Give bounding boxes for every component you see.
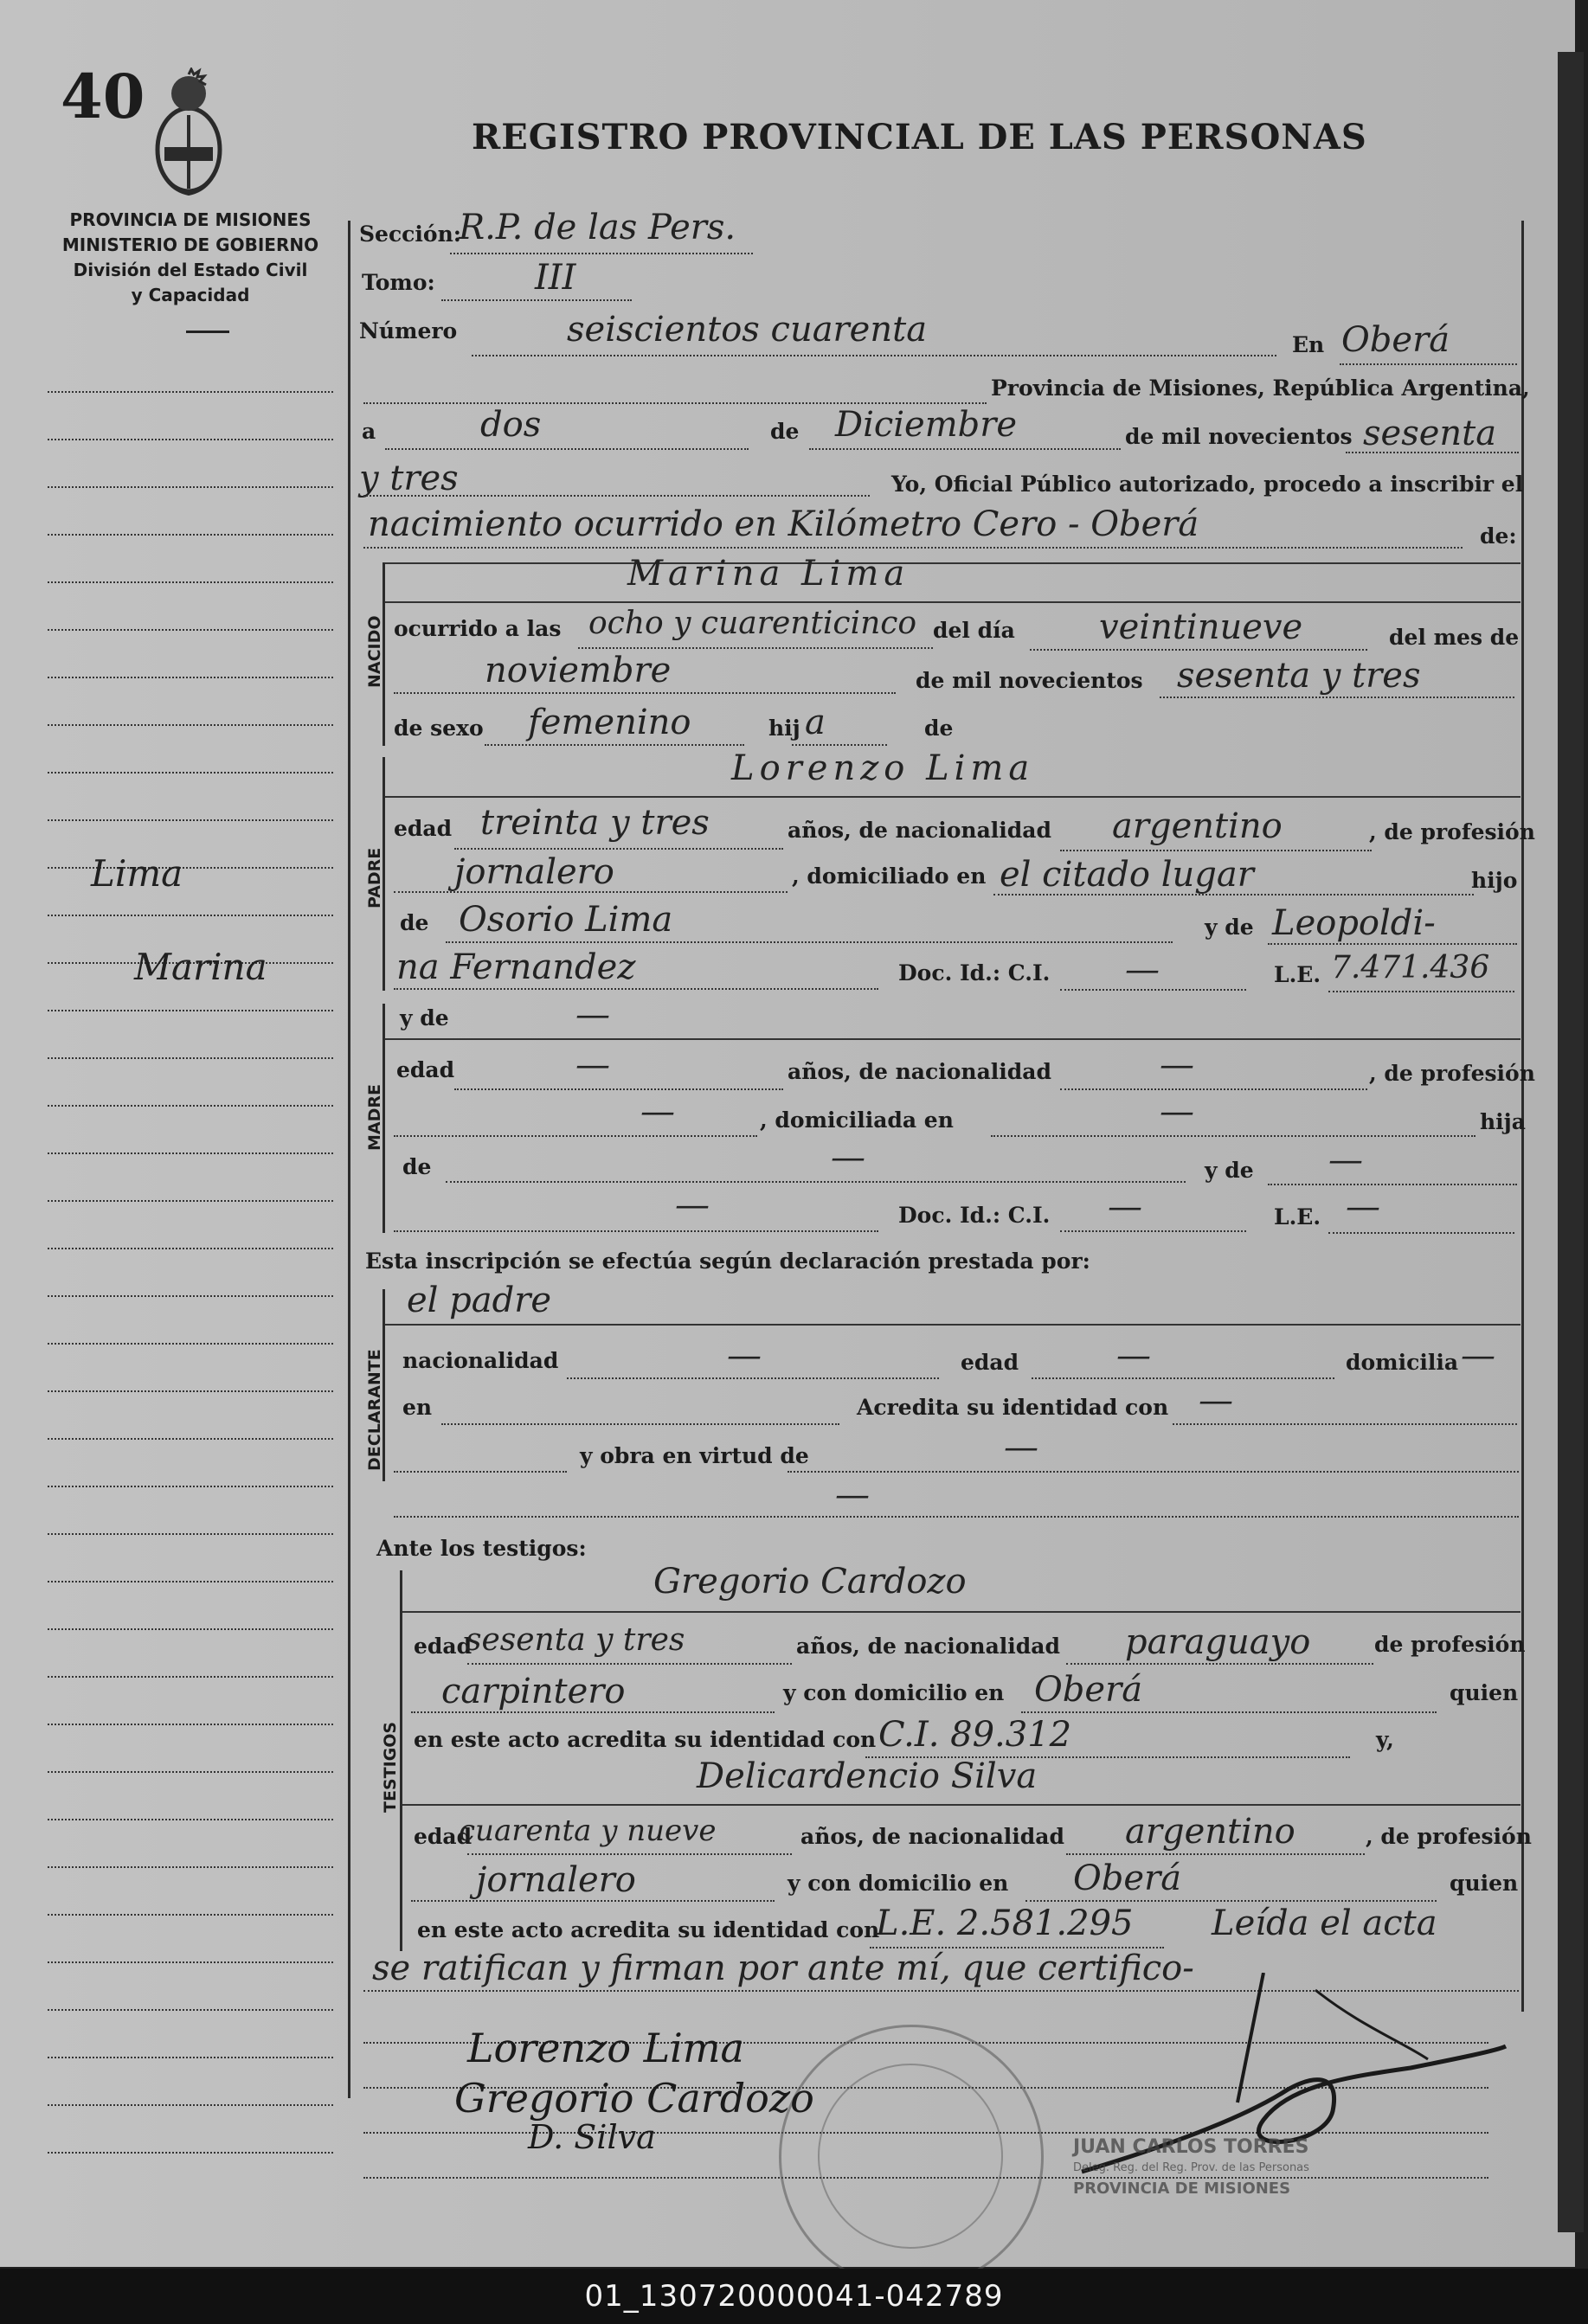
numero-line bbox=[472, 355, 1276, 356]
margin-ruled-line bbox=[48, 439, 333, 440]
madre-doc-label: Doc. Id.: C.I. bbox=[898, 1203, 1051, 1228]
testigos-bracket bbox=[400, 1570, 402, 1951]
seccion-value: R.P. de las Pers. bbox=[459, 208, 736, 247]
margin-ruled-line bbox=[48, 2009, 333, 2011]
nacido-de-label: de bbox=[924, 716, 954, 741]
padre-de-label: de bbox=[400, 910, 429, 935]
tomo-value: III bbox=[535, 258, 576, 298]
en-value: Oberá bbox=[1341, 320, 1450, 360]
margin-ruled-line bbox=[48, 581, 333, 583]
madre-edad-label: edad bbox=[396, 1057, 455, 1082]
t1-dom-value: Oberá bbox=[1034, 1670, 1143, 1710]
madre-madre-line bbox=[1268, 1184, 1517, 1185]
hij-value: a bbox=[805, 703, 826, 742]
t1-prof-line bbox=[411, 1711, 775, 1713]
provincia-text: Provincia de Misiones, República Argentina, bbox=[991, 376, 1530, 401]
dept-line-capacity: y Capacidad bbox=[131, 285, 250, 305]
margin-ruled-line bbox=[48, 1438, 333, 1440]
nacido-anio-line bbox=[1160, 697, 1514, 698]
madre-prof-line bbox=[394, 1135, 757, 1137]
declarante-en-line bbox=[441, 1423, 839, 1425]
closing-1: Leída el acta bbox=[1212, 1903, 1437, 1943]
padre-edad-value: treinta y tres bbox=[480, 803, 710, 843]
madre-nac-label: años, de nacionalidad bbox=[788, 1059, 1051, 1084]
margin-ruled-line bbox=[48, 1295, 333, 1297]
t2-dom-value: Oberá bbox=[1073, 1859, 1182, 1898]
del-dia-label: del día bbox=[933, 618, 1015, 643]
numero-label: Número bbox=[359, 318, 458, 343]
padre-le-line bbox=[1328, 991, 1514, 992]
declarante-obra-line bbox=[788, 1471, 1519, 1473]
madre-de-label: de bbox=[402, 1154, 432, 1179]
t1-acredita-label: en este acto acredita su identidad con bbox=[414, 1727, 877, 1752]
margin-ruled-line bbox=[48, 2152, 333, 2154]
margin-ruled-line bbox=[48, 1248, 333, 1249]
padre-nac-label: años, de nacionalidad bbox=[788, 818, 1051, 843]
madre-blank-value: — bbox=[675, 1185, 710, 1225]
margin-surname: Lima bbox=[91, 852, 183, 895]
blank-line-1 bbox=[363, 402, 987, 404]
a-label: a bbox=[362, 419, 376, 444]
de-label: de bbox=[770, 419, 800, 444]
t2-dom-line bbox=[1025, 1900, 1437, 1902]
t1-nac-label: años, de nacionalidad bbox=[796, 1634, 1060, 1659]
padre-side-label: PADRE bbox=[365, 847, 384, 908]
dept-line-province: PROVINCIA DE MISIONES bbox=[69, 209, 312, 230]
margin-ruled-line bbox=[48, 1105, 333, 1107]
nacido-mes-line bbox=[394, 692, 896, 694]
margin-ruled-line bbox=[48, 677, 333, 678]
page-edge bbox=[1558, 52, 1584, 2232]
declarante-value: el padre bbox=[407, 1281, 552, 1320]
hij-label: hij bbox=[768, 716, 800, 741]
padre-name: Lorenzo Lima bbox=[731, 748, 1035, 788]
padre-prof-label: , de profesión bbox=[1369, 819, 1535, 844]
hecho-value: nacimiento ocurrido en Kilómetro Cero - Oberá bbox=[368, 504, 1199, 544]
madre-padre-line bbox=[446, 1181, 1186, 1183]
declarante-edad-line bbox=[1032, 1377, 1334, 1379]
hora-line bbox=[578, 647, 933, 649]
officer-province: PROVINCIA DE MISIONES bbox=[1073, 2180, 1291, 2198]
t2-edad-line bbox=[467, 1853, 792, 1855]
margin-ruled-line bbox=[48, 391, 333, 393]
department-block bbox=[52, 208, 329, 308]
madre-y-de2-label: y de bbox=[1205, 1158, 1254, 1183]
nacido-name: Marina Lima bbox=[627, 554, 910, 594]
declarante-side-label: DECLARANTE bbox=[365, 1349, 384, 1471]
t1-name: Gregorio Cardozo bbox=[653, 1562, 967, 1602]
padre-madre-line bbox=[1268, 943, 1517, 945]
declarante-obra-blank-2: — bbox=[835, 1475, 870, 1515]
margin-ruled-line bbox=[48, 486, 333, 488]
tomo-line bbox=[441, 299, 632, 301]
sexo-value: femenino bbox=[528, 703, 691, 742]
t1-edad-line bbox=[467, 1663, 792, 1665]
madre-prof-label: , de profesión bbox=[1369, 1061, 1535, 1086]
dept-rule bbox=[186, 331, 229, 333]
t2-name-line bbox=[402, 1804, 1520, 1806]
madre-name-line bbox=[385, 1038, 1520, 1040]
hij-line bbox=[792, 744, 887, 746]
declarante-obra-label: y obra en virtud de bbox=[580, 1443, 809, 1468]
t1-nac-line bbox=[1066, 1663, 1373, 1665]
en-line bbox=[1340, 363, 1517, 365]
madre-le-label: L.E. bbox=[1274, 1204, 1321, 1229]
padre-y-de-label: y de bbox=[1205, 915, 1254, 940]
t1-dom-line bbox=[1021, 1711, 1437, 1713]
tomo-label: Tomo: bbox=[362, 270, 435, 295]
t2-id-value: L.E. 2.581.295 bbox=[876, 1903, 1134, 1943]
padre-le-label: L.E. bbox=[1274, 962, 1321, 987]
declarante-line bbox=[385, 1324, 1520, 1326]
margin-ruled-line bbox=[48, 819, 333, 821]
padre-madre-line-2 bbox=[394, 988, 878, 990]
margin-ruled-line bbox=[48, 1724, 333, 1725]
madre-nac-line bbox=[1060, 1088, 1367, 1090]
t1-prof-label: de profesión bbox=[1374, 1632, 1526, 1657]
signature-1: Lorenzo Lima bbox=[467, 2025, 744, 2071]
del-mes-label: del mes de bbox=[1389, 625, 1520, 650]
closing-2: se ratifican y firman por ante mí, que certifico- bbox=[372, 1948, 1194, 1988]
t2-acredita-label: en este acto acredita su identidad con bbox=[417, 1917, 880, 1942]
t2-edad-label: edad bbox=[414, 1824, 473, 1849]
t1-edad-label: edad bbox=[414, 1634, 473, 1659]
margin-ruled-line bbox=[48, 1343, 333, 1345]
anio-value-1: sesenta bbox=[1363, 414, 1497, 453]
t2-prof-line bbox=[411, 1900, 775, 1902]
hora-value: ocho y cuarenticinco bbox=[588, 606, 917, 641]
frame-left-line bbox=[348, 221, 350, 2098]
margin-given-name: Marina bbox=[134, 946, 267, 988]
nacido-dia-value: veintinueve bbox=[1099, 607, 1303, 647]
margin-ruled-line bbox=[48, 1010, 333, 1011]
margin-ruled-line bbox=[48, 1152, 333, 1154]
numero-value: seiscientos cuarenta bbox=[567, 310, 928, 350]
seccion-label: Sección: bbox=[359, 221, 461, 247]
officer-title: Deleg. Reg. del Reg. Prov. de las Personas bbox=[1073, 2161, 1309, 2174]
madre-le-blank: — bbox=[1346, 1187, 1380, 1227]
margin-ruled-line bbox=[48, 772, 333, 774]
nacido-name-line bbox=[385, 601, 1520, 603]
declarante-nac-label: nacionalidad bbox=[402, 1348, 559, 1373]
image-code: 01_130720000041-042789 bbox=[584, 2279, 1004, 2314]
margin-ruled-line bbox=[48, 1057, 333, 1059]
declarante-en-label: en bbox=[402, 1395, 433, 1420]
margin-ruled-line bbox=[48, 1628, 333, 1630]
declarante-dom-blank: — bbox=[1461, 1336, 1495, 1376]
padre-madre-value-2: na Fernandez bbox=[396, 947, 636, 987]
declarante-obra-blank: — bbox=[1004, 1428, 1038, 1467]
madre-name-blank: — bbox=[575, 995, 610, 1035]
t1-id-value: C.I. 89.312 bbox=[878, 1715, 1072, 1755]
padre-le-value: 7.471.436 bbox=[1331, 950, 1490, 985]
declarante-edad-label: edad bbox=[961, 1350, 1019, 1375]
madre-edad-blank: — bbox=[575, 1045, 610, 1085]
mes-line bbox=[809, 448, 1121, 450]
sexo-line bbox=[485, 744, 744, 746]
declarante-edad-blank: — bbox=[1116, 1336, 1151, 1376]
declarante-acredita-label: Acredita su identidad con bbox=[857, 1395, 1169, 1420]
padre-doc-label: Doc. Id.: C.I. bbox=[898, 960, 1051, 985]
margin-ruled-line bbox=[48, 1533, 333, 1535]
declarante-acredita-line bbox=[1173, 1423, 1517, 1425]
page-title: REGISTRO PROVINCIAL DE LAS PERSONAS bbox=[472, 117, 1367, 157]
t2-edad-value: cuarenta y nueve bbox=[459, 1814, 717, 1848]
t2-quien-label: quien bbox=[1450, 1871, 1519, 1896]
padre-madre-value-1: Leopoldi- bbox=[1272, 903, 1436, 943]
seccion-line bbox=[450, 253, 753, 254]
officer-stamp-text bbox=[1073, 2137, 1309, 2199]
madre-edad-line bbox=[454, 1088, 783, 1090]
hecho-line bbox=[363, 547, 1463, 549]
margin-ruled-line bbox=[48, 915, 333, 916]
margin-ruled-line bbox=[48, 2057, 333, 2058]
padre-hijo-label: hijo bbox=[1471, 868, 1518, 893]
padre-padre-line bbox=[446, 941, 1173, 943]
margin-ruled-line bbox=[48, 1771, 333, 1773]
t1-quien-label: quien bbox=[1450, 1680, 1519, 1705]
madre-dom-blank: — bbox=[1160, 1092, 1194, 1132]
t2-name: Delicardencio Silva bbox=[697, 1756, 1038, 1796]
en-label: En bbox=[1292, 332, 1325, 357]
madre-hija-label: hija bbox=[1480, 1109, 1526, 1134]
signature-2: Gregorio Cardozo bbox=[454, 2075, 814, 2122]
padre-padre-value: Osorio Lima bbox=[459, 900, 673, 940]
t2-nac-line bbox=[1066, 1853, 1365, 1855]
margin-ruled-line bbox=[48, 534, 333, 536]
padre-dom-label: , domiciliado en bbox=[792, 863, 987, 889]
padre-nac-value: argentino bbox=[1112, 806, 1283, 846]
ocurrido-label: ocurrido a las bbox=[394, 616, 562, 641]
madre-dom-line bbox=[991, 1135, 1475, 1137]
testigos-intro: Ante los testigos: bbox=[376, 1536, 587, 1561]
dia-value: dos bbox=[480, 405, 542, 445]
margin-ruled-line bbox=[48, 2104, 333, 2106]
madre-madre-blank: — bbox=[1328, 1140, 1363, 1180]
t1-name-line bbox=[402, 1611, 1520, 1613]
mes-value: Diciembre bbox=[835, 405, 1018, 445]
nacido-mes-value: noviembre bbox=[485, 651, 672, 690]
declarante-nac-line bbox=[567, 1377, 939, 1379]
padre-prof-line bbox=[394, 891, 788, 893]
anio-line-2 bbox=[363, 495, 870, 497]
margin-ruled-line bbox=[48, 1819, 333, 1820]
nacido-top-rule bbox=[385, 562, 1520, 564]
dept-line-ministry: MINISTERIO DE GOBIERNO bbox=[61, 234, 319, 255]
margin-ruled-line bbox=[48, 1914, 333, 1916]
dia-line-n bbox=[1030, 649, 1367, 651]
declarante-acredita-blank: — bbox=[1199, 1381, 1233, 1421]
padre-edad-label: edad bbox=[394, 816, 453, 841]
padre-prof-value: jornalero bbox=[454, 852, 614, 892]
nacido-anio-value: sesenta y tres bbox=[1177, 656, 1421, 696]
madre-doc-blank: — bbox=[1108, 1187, 1142, 1227]
margin-ruled-line bbox=[48, 1581, 333, 1583]
madre-blank-line bbox=[394, 1230, 878, 1232]
madre-nac-blank: — bbox=[1160, 1045, 1194, 1085]
official-stamp-inner bbox=[818, 2064, 1003, 2249]
page-number: 40 bbox=[61, 61, 145, 132]
oficial-text: Yo, Oficial Público autorizado, procedo a inscribir el bbox=[891, 472, 1524, 497]
madre-le-line bbox=[1328, 1232, 1514, 1234]
margin-ruled-line bbox=[48, 1200, 333, 1202]
t1-dom-label: y con domicilio en bbox=[783, 1680, 1005, 1705]
padre-dom-value: el citado lugar bbox=[1000, 855, 1254, 895]
nacido-side-label: NACIDO bbox=[365, 615, 384, 688]
declarante-blank-line bbox=[394, 1471, 567, 1473]
margin-ruled-line bbox=[48, 1676, 333, 1678]
padre-nac-line bbox=[1060, 850, 1372, 851]
coat-of-arms-icon bbox=[145, 67, 232, 197]
sexo-label: de sexo bbox=[394, 716, 484, 741]
madre-prof-blank: — bbox=[640, 1092, 675, 1132]
image-code-bar bbox=[0, 2269, 1588, 2324]
dia-line bbox=[385, 448, 749, 450]
t1-y-label: y, bbox=[1376, 1727, 1394, 1752]
dept-line-division: División del Estado Civil bbox=[73, 260, 308, 280]
declarante-end-line bbox=[394, 1516, 1519, 1518]
madre-padre-blank: — bbox=[831, 1138, 865, 1178]
declarante-dom-label: domicilia bbox=[1346, 1350, 1459, 1375]
margin-ruled-line bbox=[48, 1390, 333, 1392]
de-colon: de: bbox=[1480, 523, 1517, 549]
madre-y-de-label: y de bbox=[400, 1005, 449, 1030]
margin-ruled-line bbox=[48, 1866, 333, 1868]
anio-value-2: y tres bbox=[359, 459, 459, 498]
madre-dom-label: , domiciliada en bbox=[760, 1107, 954, 1133]
officer-name: JUAN CARLOS TORRES bbox=[1073, 2136, 1309, 2158]
madre-doc-line bbox=[1060, 1230, 1246, 1232]
padre-name-line bbox=[385, 796, 1520, 798]
margin-ruled-line bbox=[48, 629, 333, 631]
declarante-nac-blank: — bbox=[727, 1336, 762, 1376]
margin-ruled-line bbox=[48, 1486, 333, 1487]
t1-prof-value: carpintero bbox=[441, 1672, 626, 1711]
margin-ruled-line bbox=[48, 1961, 333, 1963]
mil-label: de mil novecientos bbox=[1125, 424, 1353, 449]
t1-edad-value: sesenta y tres bbox=[466, 1622, 685, 1658]
margin-ruled-line bbox=[48, 724, 333, 726]
t2-prof-value: jornalero bbox=[476, 1860, 636, 1900]
declarante-intro: Esta inscripción se efectúa según declaración prestada por: bbox=[365, 1249, 1090, 1274]
testigos-side-label: TESTIGOS bbox=[381, 1721, 400, 1813]
t1-nac-value: paraguayo bbox=[1125, 1622, 1311, 1662]
t2-dom-label: y con domicilio en bbox=[788, 1871, 1009, 1896]
nacido-mil-label: de mil novecientos bbox=[916, 668, 1143, 693]
padre-doc-value: — bbox=[1125, 950, 1160, 990]
t2-nac-value: argentino bbox=[1125, 1812, 1295, 1852]
madre-side-label: MADRE bbox=[365, 1084, 384, 1151]
signature-3: D. Silva bbox=[528, 2118, 656, 2156]
t2-prof-label: , de profesión bbox=[1366, 1824, 1532, 1849]
t2-nac-label: años, de nacionalidad bbox=[800, 1824, 1064, 1849]
padre-edad-line bbox=[454, 848, 783, 850]
